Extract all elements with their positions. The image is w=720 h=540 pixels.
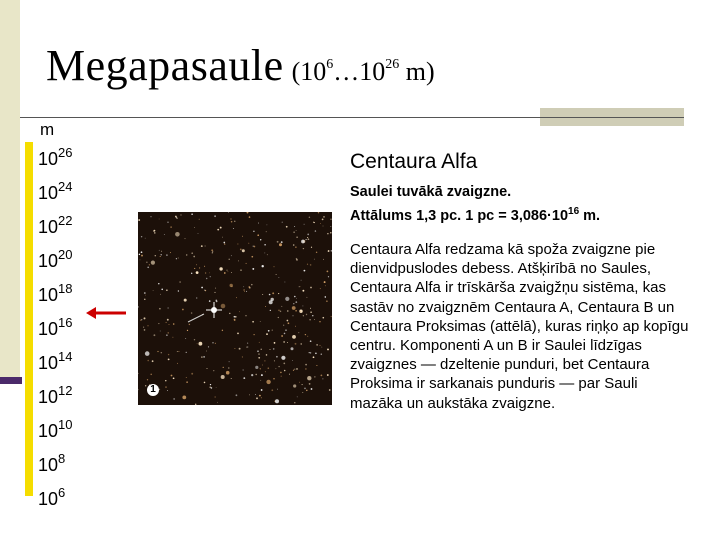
scale-tick: $10^{16}$ xyxy=(38,315,73,339)
scale-bar xyxy=(25,142,33,496)
proxima-centauri-photo xyxy=(138,212,332,405)
scale-unit-label: m xyxy=(40,120,55,139)
image-badge: 1 xyxy=(147,384,159,396)
title-range: ($10^6\dots 10^{26}$ m) xyxy=(291,57,435,86)
scale-tick: $10^{12}$ xyxy=(38,383,73,407)
content-column xyxy=(350,150,690,413)
scale-tick: $10^{18}$ xyxy=(38,281,73,305)
left-decor-bar xyxy=(0,0,20,384)
scale-tick: $10^{10}$ xyxy=(38,417,73,441)
scale-tick: $10^{24}$ xyxy=(38,179,73,203)
slide-title xyxy=(46,40,435,91)
subhead-line-2: Attālums 1,3 pc. 1 pc = $3,086\cdot 10^{16}$ m. xyxy=(350,206,601,224)
title-main: Megapasaule xyxy=(46,41,284,90)
scale-tick: $10^{22}$ xyxy=(38,213,73,237)
scale-tick: $10^8$ xyxy=(38,451,66,475)
scale-tick: $10^6$ xyxy=(38,485,66,509)
subhead-line-1: Saulei tuvākā zvaigzne. xyxy=(350,184,512,200)
content-subhead xyxy=(350,182,690,226)
scale-tick: $10^{20}$ xyxy=(38,247,73,271)
current-scale-arrow-icon xyxy=(86,306,126,320)
scale-tick: $10^{26}$ xyxy=(38,145,73,169)
content-body: Centaura Alfa redzama kā spoža zvaigzne pie dienvidpuslodes debess. Atšķirībā no Saules, Centaura Alfa ir trīskārša zvaigžņu sistēma, kas sastāv no zvaigznēm Centaura A, Centaura B un Centaura Proksimas (attēlā), kuras riņķo ap kopīgu centru. Komponenti A un B ir Saulei līdzīgas zvaigznes — dzeltenie punduri, bet Centaura Proksima ir sarkanais punduris — par Sauli mazāka un aukstāka zvaigzne. xyxy=(350,241,689,412)
title-rule xyxy=(20,117,684,118)
scale-tick: $10^{14}$ xyxy=(38,349,73,373)
content-heading: Centaura Alfa xyxy=(350,150,478,173)
